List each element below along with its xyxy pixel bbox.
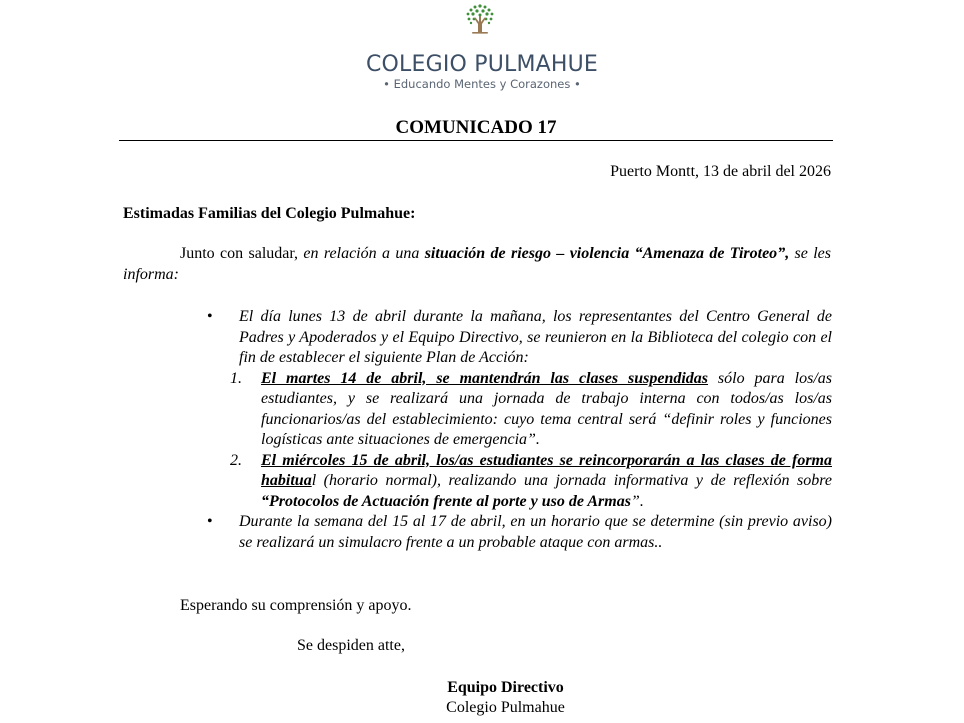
date-line: Puerto Montt, 13 de abril del 2026 <box>610 163 831 180</box>
emphasis-text: El martes 14 de abril, se mantendrán las clases suspendidas <box>261 369 709 387</box>
title-divider <box>119 140 833 141</box>
item-text: l (horario normal), realizando una jornada informativa y de reflexión sobre <box>311 472 832 489</box>
intro-tail: se les informa: <box>123 245 832 283</box>
farewell-line: Se despiden atte, <box>297 637 405 654</box>
number-marker: 1. <box>230 369 242 387</box>
item-text-end: ”. <box>630 492 644 510</box>
signature-name: Equipo Directivo <box>447 679 564 696</box>
closing-line: Esperando su comprensión y apoyo. <box>180 597 412 614</box>
bullet-text: El día lunes 13 de abril durante la mañana, los representantes del Centro General de Padres y Apoderados y el Equipo Directivo, se reunieron en la Biblioteca del colegio con el fin de establecer el siguiente Plan de Acción: <box>239 308 832 366</box>
number-marker: 2. <box>230 451 242 469</box>
list-item <box>203 512 832 553</box>
protocol-title: “Protocolos de Actuación frente al porte y uso de Armas <box>261 492 631 510</box>
action-plan-list <box>203 307 832 553</box>
bullet-marker: • <box>207 308 213 325</box>
emphasis-text: El miércoles 15 de abril, los/as estudiantes se reincorporarán a las clases de forma habitua <box>261 451 832 489</box>
bullet-text: Durante la semana del 15 al 17 de abril, en un horario que se determine (sin previo aviso) se realizará un simulacro frente a un probable ataque con armas.. <box>239 513 832 551</box>
bullet-marker: • <box>207 513 213 530</box>
list-item <box>230 369 832 451</box>
tree-logo-icon <box>463 2 497 36</box>
intro-quote-close: ”, <box>777 245 790 262</box>
list-item <box>203 307 832 369</box>
threat-name: Amenaza de Tiroteo <box>642 245 778 262</box>
item-text: sólo para los/as estudiantes, y se realizará una jornada de trabajo interna con todos/as los/as funcionarios/as del establecimiento: cuyo tema central será “definir roles y funciones logísticas ante situaciones de emergencia”. <box>261 369 832 448</box>
intro-italic: en relación a una <box>303 245 425 262</box>
school-name: COLEGIO PULMAHUE <box>365 52 599 77</box>
list-item <box>230 451 832 513</box>
greeting: Estimadas Familias del Colegio Pulmahue: <box>123 205 416 222</box>
school-tagline: • Educando Mentes y Corazones • <box>383 77 581 91</box>
intro-paragraph <box>123 244 831 285</box>
intro-text: Junto con saludar, <box>180 245 304 262</box>
signature-organization: Colegio Pulmahue <box>446 699 565 716</box>
signature-block <box>440 678 571 718</box>
intro-bold-italic: situación de riesgo – violencia “ <box>424 245 643 262</box>
document-title: COMUNICADO 17 <box>395 117 557 138</box>
numbered-list <box>230 369 832 513</box>
